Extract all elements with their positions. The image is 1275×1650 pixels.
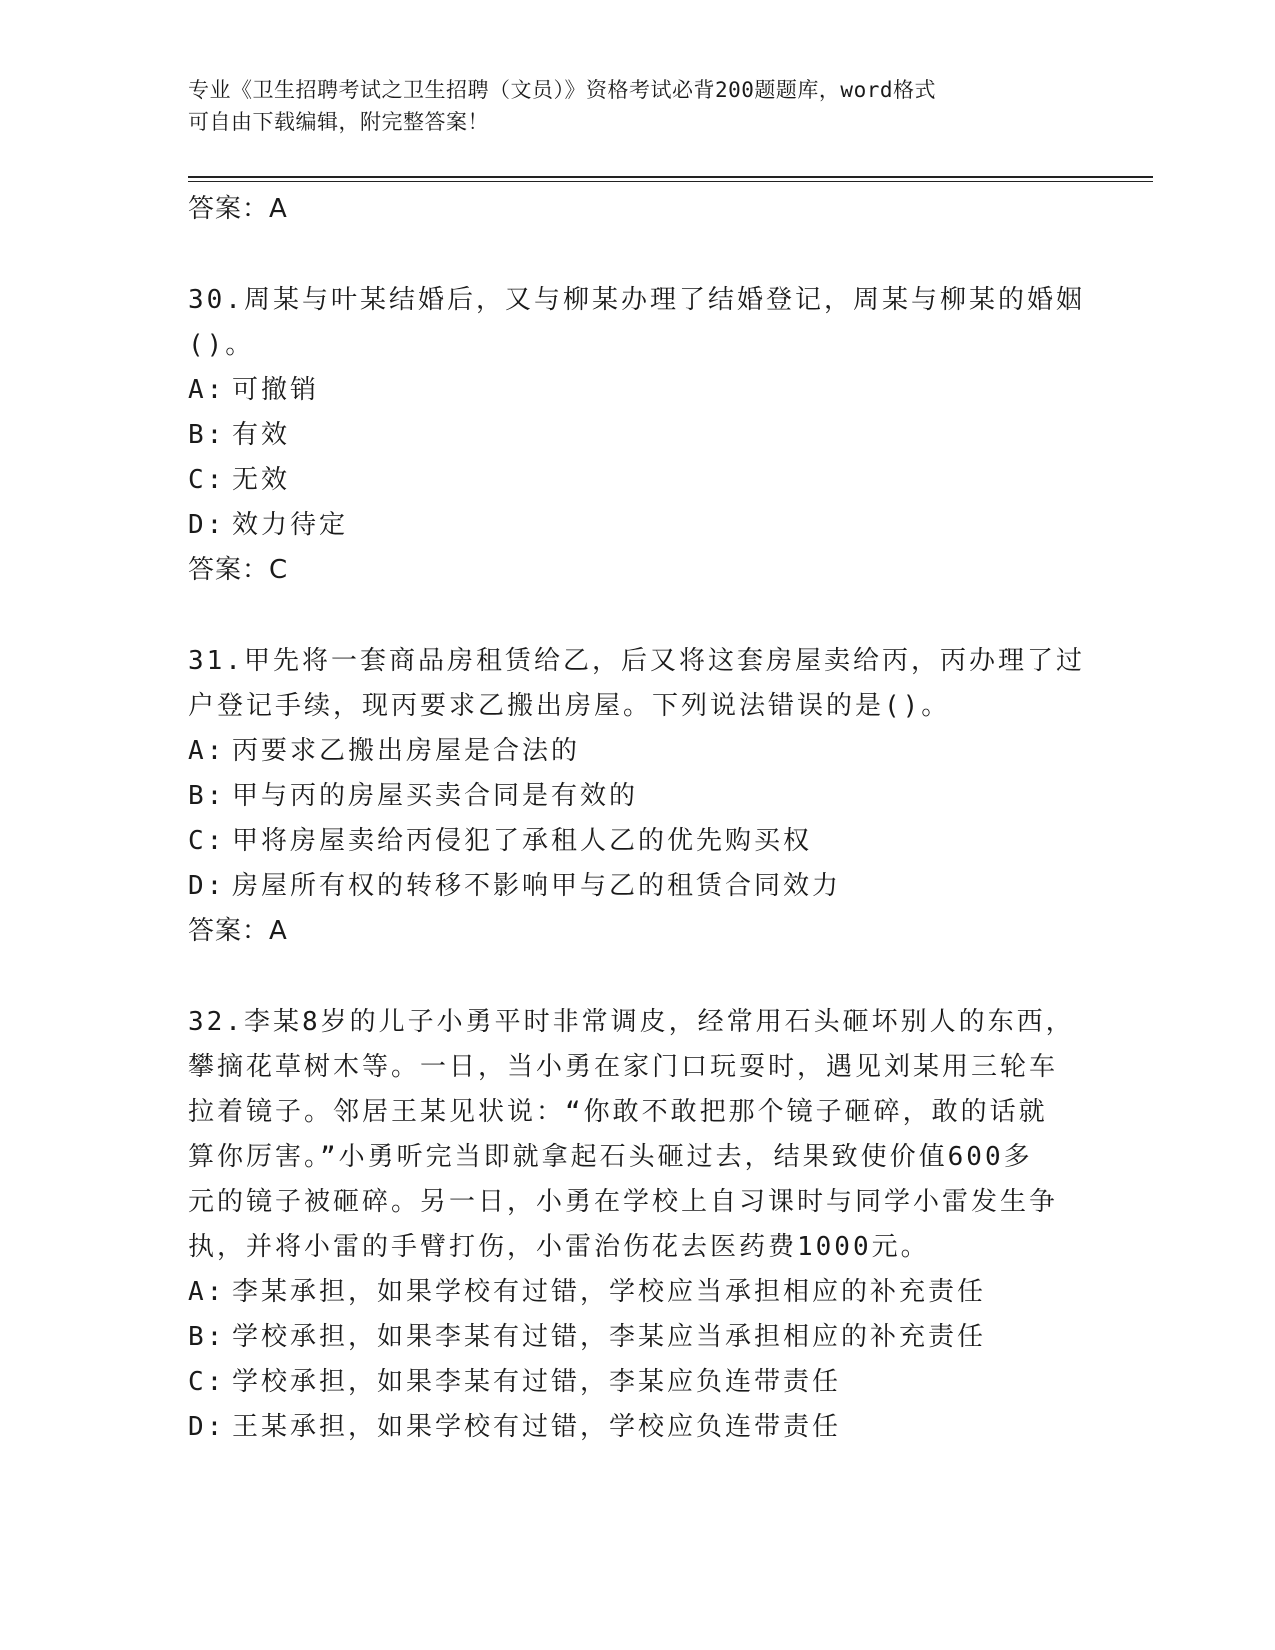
option-text: 学校承担，如果李某有过错，李某应当承担相应的补充责任 [232,1322,987,1352]
document-header [188,74,1088,138]
option-text: 李某承担，如果学校有过错，学校应当承担相应的补充责任 [232,1277,987,1307]
option-b [188,774,1088,819]
option-key: C: [188,826,226,856]
option-key: B: [188,1322,226,1352]
option-a [188,1270,1088,1315]
document-body [188,187,1088,1450]
answer-label: 答案：A [188,916,288,946]
header-rule-thick [188,176,1153,178]
question-stem-line: 32.李某8岁的儿子小勇平时非常调皮，经常用石头砸坏别人的东西， [188,1007,1075,1037]
option-text: 有效 [232,420,291,450]
option-b [188,413,1088,458]
header-rule-thin [188,181,1153,182]
option-key: D: [188,510,226,540]
question-stem-line: 30.周某与叶某结婚后，又与柳某办理了结婚登记，周某与柳某的婚姻 [188,285,1085,315]
option-text: 丙要求乙搬出房屋是合法的 [232,736,581,766]
option-d [188,503,1088,548]
question-spacer [188,954,1088,1000]
question-stem-line: 元的镜子被砸碎。另一日，小勇在学校上自习课时与同学小雷发生争 [188,1187,1059,1217]
option-text: 甲与丙的房屋买卖合同是有效的 [232,781,639,811]
option-key: D: [188,1412,226,1442]
question-stem-line: ()。 [188,330,255,360]
header-line-2: 可自由下载编辑，附完整答案！ [188,110,489,134]
option-text: 无效 [232,465,291,495]
question-stem-line: 户登记手续，现丙要求乙搬出房屋。下列说法错误的是()。 [188,691,951,721]
option-key: B: [188,420,226,450]
answer-label: 答案：A [188,194,288,224]
option-text: 房屋所有权的转移不影响甲与乙的租赁合同效力 [232,871,842,901]
option-key: C: [188,465,226,495]
option-text: 王某承担，如果学校有过错，学校应负连带责任 [232,1412,842,1442]
question-stem [188,278,1088,368]
option-key: A: [188,1277,226,1307]
question-block [188,278,1088,593]
option-d [188,864,1088,909]
option-c [188,458,1088,503]
option-text: 学校承担，如果李某有过错，李某应负连带责任 [232,1367,842,1397]
option-a [188,729,1088,774]
option-text: 可撤销 [232,375,320,405]
question-stem-line: 算你厉害。”小勇听完当即就拿起石头砸过去，结果致使价值600多 [188,1142,1033,1172]
question-stem-line: 31.甲先将一套商品房租赁给乙，后又将这套房屋卖给丙，丙办理了过 [188,646,1085,676]
option-key: A: [188,375,226,405]
option-key: D: [188,871,226,901]
question-spacer [188,593,1088,639]
option-c [188,819,1088,864]
option-key: B: [188,781,226,811]
option-key: C: [188,1367,226,1397]
option-d [188,1405,1088,1450]
question-stem-line: 执，并将小雷的手臂打伤，小雷治伤花去医药费1000元。 [188,1232,930,1262]
question-stem [188,1000,1088,1270]
question-stem [188,639,1088,729]
question-stem-line: 拉着镜子。邻居王某见状说：“你敢不敢把那个镜子砸碎，敢的话就 [188,1097,1048,1127]
option-key: A: [188,736,226,766]
option-b [188,1315,1088,1360]
option-a [188,368,1088,413]
option-text: 甲将房屋卖给丙侵犯了承租人乙的优先购买权 [232,826,813,856]
header-line-1: 专业《卫生招聘考试之卫生招聘（文员）》资格考试必背200题题库，word格式 [188,78,936,102]
option-text: 效力待定 [232,510,349,540]
answer-label: 答案：C [188,555,289,585]
option-c [188,1360,1088,1405]
question-block [188,1000,1088,1450]
question-stem-line: 攀摘花草树木等。一日，当小勇在家门口玩耍时，遇见刘某用三轮车 [188,1052,1059,1082]
question-block [188,639,1088,954]
